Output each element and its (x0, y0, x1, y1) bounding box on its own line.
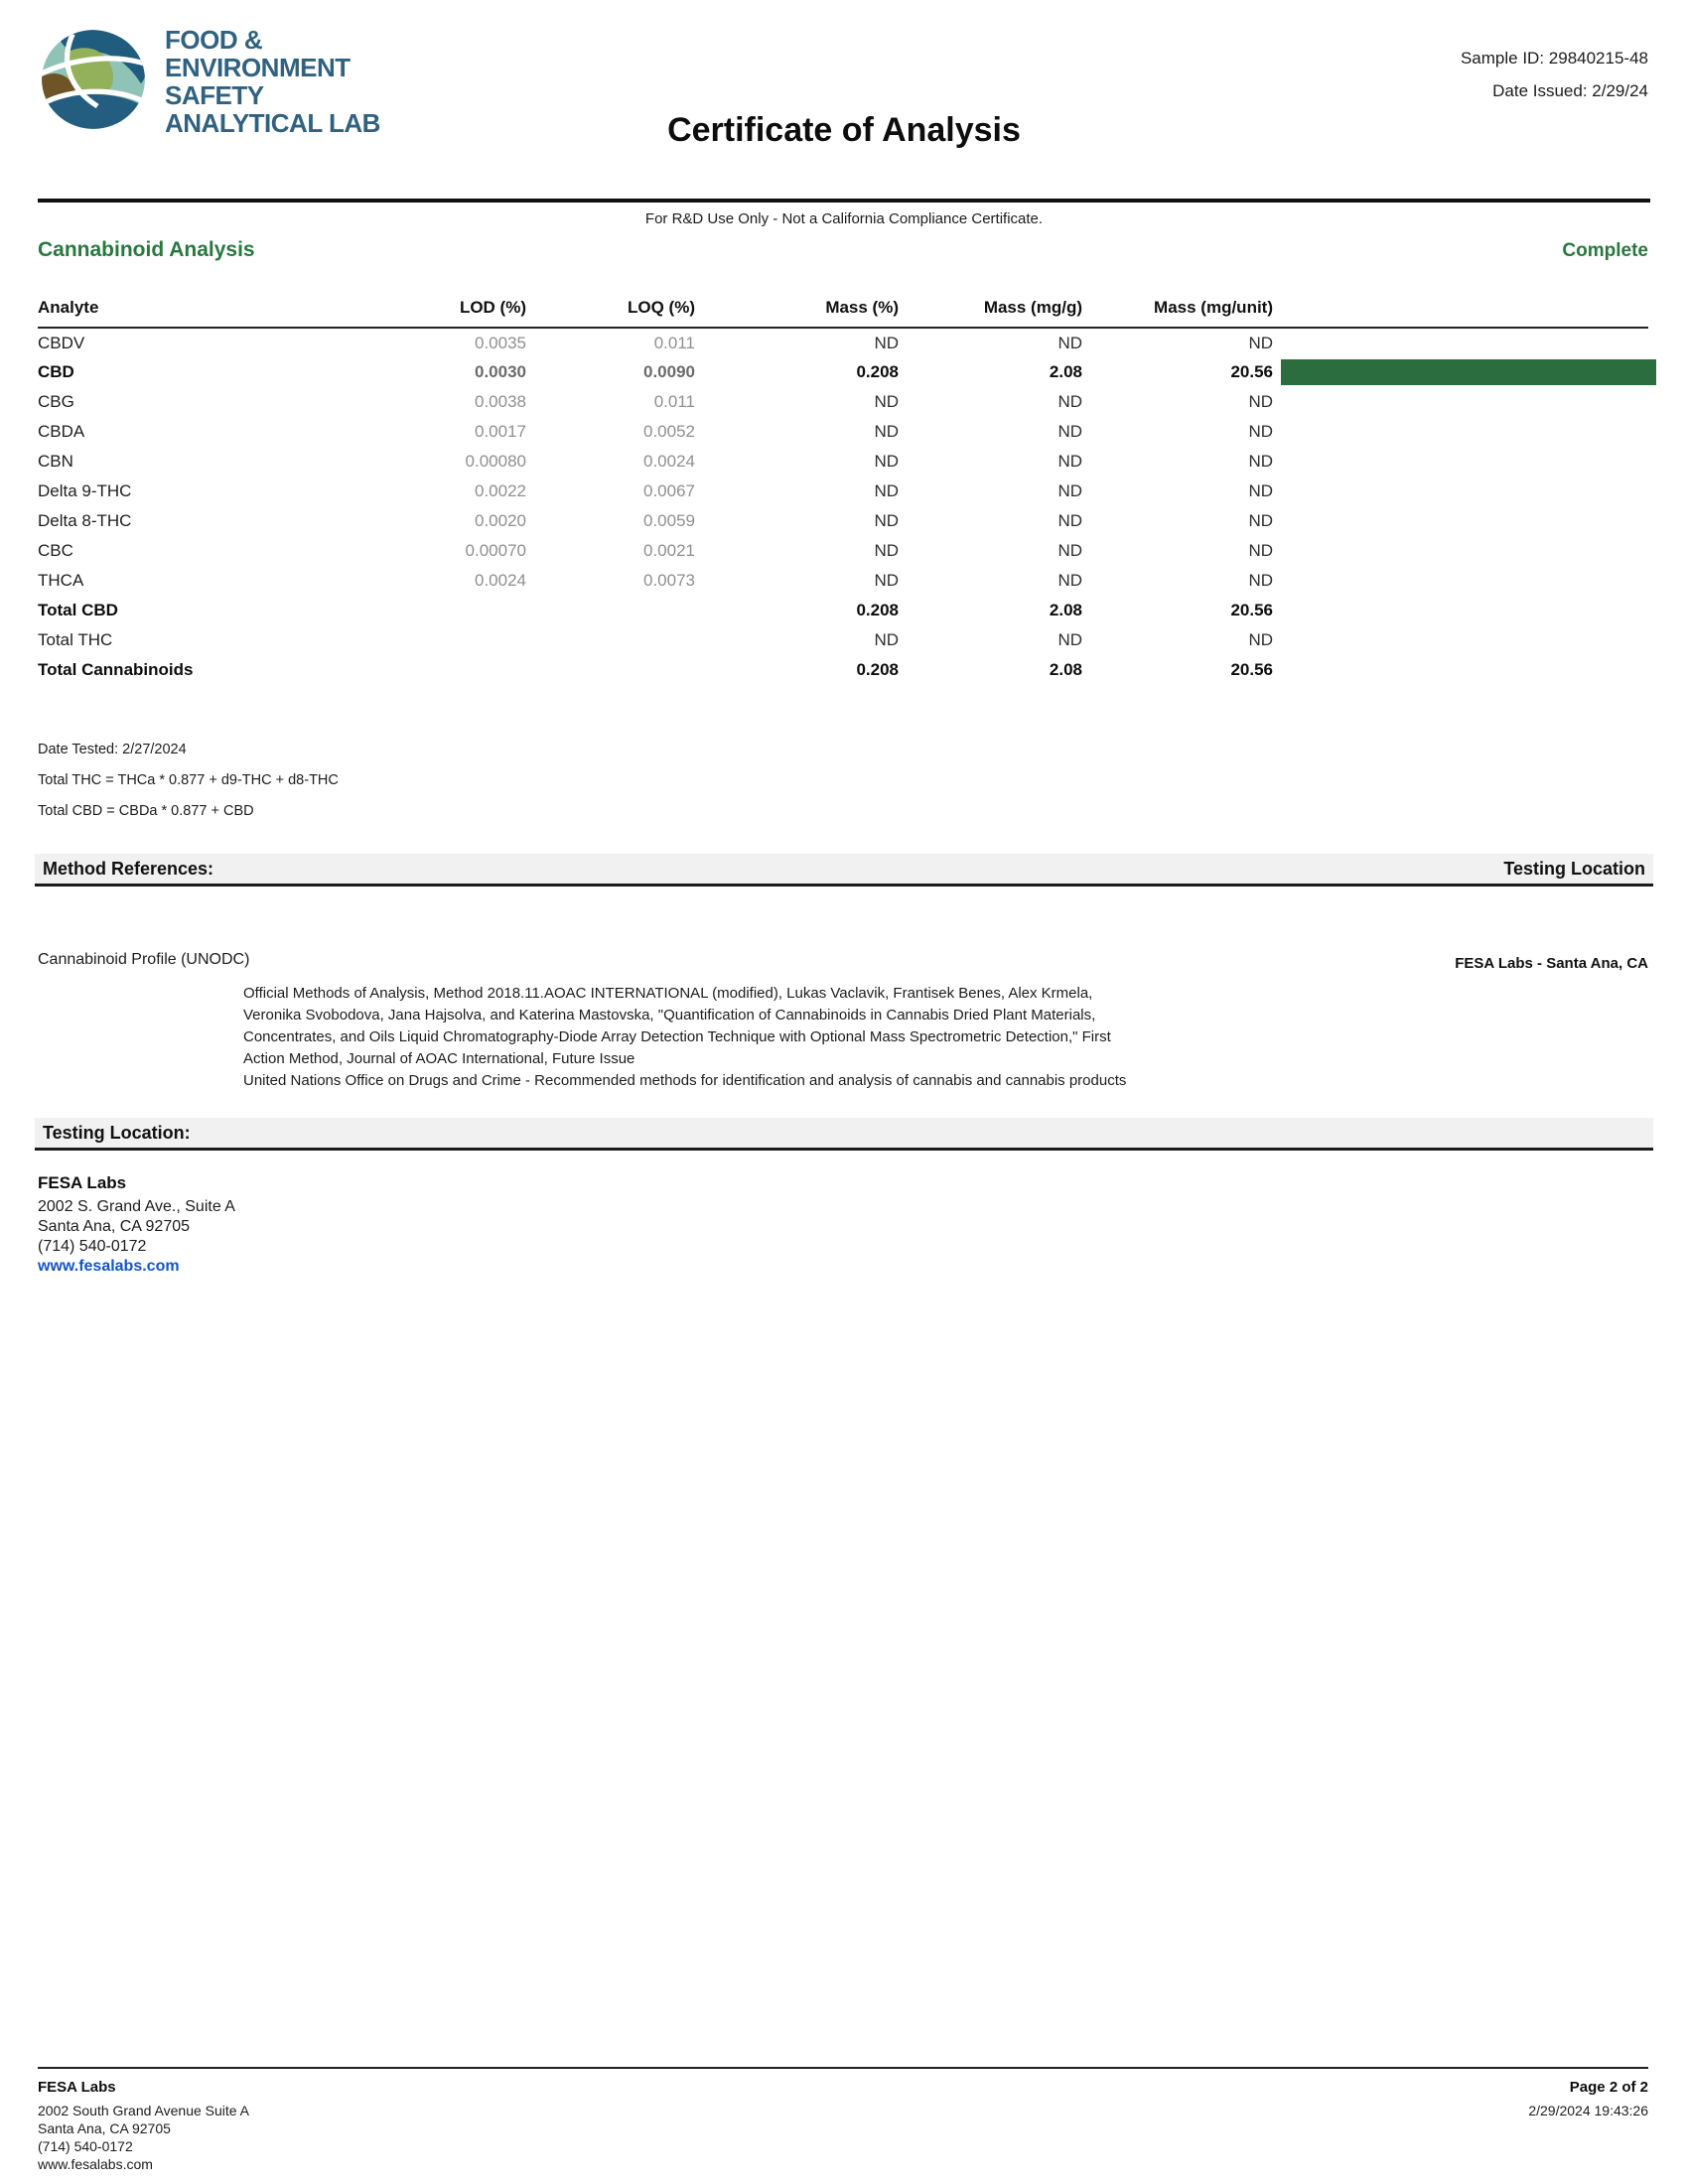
cell-mass-pct: ND (874, 541, 899, 560)
cell-mass-pct: 0.208 (856, 601, 899, 619)
cell-lod: 0.00080 (465, 452, 526, 471)
cell-mass-mgunit: 20.56 (1230, 660, 1273, 679)
table-row (38, 417, 1648, 447)
cell-lod: 0.0024 (475, 571, 526, 590)
footer-website: www.fesalabs.com (38, 2156, 153, 2172)
col-mass-mgg: Mass (mg/g) (899, 298, 1082, 328)
col-mass-pct: Mass (%) (695, 298, 899, 328)
cell-mass-pct: ND (874, 452, 899, 471)
document-subtitle: For R&D Use Only - Not a California Compliance Certificate. (644, 210, 1044, 227)
cell-mass-mgg: ND (1057, 571, 1082, 590)
cell-loq (526, 625, 695, 655)
cell-loq: 0.0090 (643, 362, 695, 381)
cell-mass-mgg: ND (1057, 511, 1082, 530)
cell-mass-pct: 0.208 (856, 362, 899, 381)
cell-analyte: CBD (38, 362, 74, 381)
cell-mass-pct: ND (874, 511, 899, 530)
note-date-tested: Date Tested: 2/27/2024 (38, 742, 187, 757)
footer-phone: (714) 540-0172 (38, 2138, 133, 2154)
cell-mass-pct: ND (874, 333, 899, 352)
note-total-thc-formula: Total THC = THCa * 0.877 + d9-THC + d8-THC (38, 772, 339, 788)
method-references-bar (35, 854, 1653, 887)
address-line-2: Santa Ana, CA 92705 (38, 1218, 191, 1235)
notes-block (38, 743, 339, 835)
address-line-1: 2002 S. Grand Ave., Suite A (38, 1198, 235, 1215)
cell-mass-mgunit: ND (1248, 422, 1273, 441)
cell-loq (526, 596, 695, 625)
status-complete: Complete (1562, 240, 1648, 261)
header-rule (38, 199, 1650, 203)
cell-lod: 0.0030 (475, 362, 526, 381)
cell-mass-mgg: ND (1057, 481, 1082, 500)
method-paragraph-aoac: Official Methods of Analysis, Method 2018.11.AOAC INTERNATIONAL (modified), Lukas Vaclavik, Frantisek Benes, Alex Krmela, Veronika Svobodova, Jana Hajsolva, and Katerina Mastovska, "Quantification of Cannabinoids in Cannabis Dried Plant Materials, Concentrates, and Oils Liquid Chromatography-Diode Array Detection Technique with Optional Mass Spectrometric Detection," First Action Method, Journal of AOAC International, Future Issue (243, 985, 1111, 1067)
logo-text-line: ANALYTICAL LAB (165, 108, 380, 138)
cell-analyte: Total THC (38, 630, 113, 649)
table-row (38, 625, 1648, 655)
cell-analyte: CBN (38, 452, 73, 471)
col-bar-spacer (1273, 298, 1648, 328)
cell-mass-pct: ND (874, 571, 899, 590)
table-row (38, 328, 1648, 357)
cell-mass-pct: ND (874, 481, 899, 500)
logo-text-line: FOOD & (165, 25, 263, 55)
cell-mass-mgunit: ND (1248, 481, 1273, 500)
sample-id: Sample ID: 29840215-48 (1460, 49, 1648, 68)
table-row (38, 357, 1648, 387)
cell-mass-mgunit: 20.56 (1230, 601, 1273, 619)
cell-analyte: CBDV (38, 333, 85, 352)
cell-mass-mgunit: ND (1248, 541, 1273, 560)
footer-address-2: Santa Ana, CA 92705 (38, 2120, 171, 2136)
cell-mass-pct: ND (874, 630, 899, 649)
testing-location-title: Testing Location: (43, 1122, 191, 1143)
cell-mass-mgunit: ND (1248, 333, 1273, 352)
cell-lod: 0.0022 (475, 481, 526, 500)
cell-lod: 0.00070 (465, 541, 526, 560)
table-row (38, 566, 1648, 596)
cell-mass-mgg: ND (1057, 630, 1082, 649)
cell-lod: 0.0038 (475, 392, 526, 411)
col-mass-mgunit: Mass (mg/unit) (1082, 298, 1273, 328)
testing-location-bar (35, 1118, 1653, 1151)
cell-analyte: Total Cannabinoids (38, 660, 194, 679)
footer-address-1: 2002 South Grand Avenue Suite A (38, 2103, 250, 2118)
footer-lab-name: FESA Labs (38, 2079, 116, 2096)
cell-mass-mgunit: ND (1248, 452, 1273, 471)
cell-analyte: CBDA (38, 422, 85, 441)
website-link[interactable]: www.fesalabs.com (38, 1258, 180, 1275)
cell-mass-mgg: ND (1057, 452, 1082, 471)
table-row (38, 506, 1648, 536)
method-name: Cannabinoid Profile (UNODC) (38, 951, 250, 968)
cell-analyte: CBG (38, 392, 74, 411)
cell-analyte: Delta 9-THC (38, 481, 132, 500)
result-bar (1281, 359, 1656, 385)
date-issued: Date Issued: 2/29/24 (1492, 81, 1648, 100)
testing-location-header-label: Testing Location (1503, 858, 1645, 879)
analyte-table-body (38, 328, 1648, 685)
col-loq: LOQ (%) (526, 298, 695, 328)
col-analyte: Analyte (38, 298, 336, 328)
cell-analyte: THCA (38, 571, 84, 590)
cell-loq: 0.0059 (643, 511, 695, 530)
cell-mass-mgunit: ND (1248, 511, 1273, 530)
table-row (38, 447, 1648, 477)
sample-meta (1461, 42, 1648, 107)
method-references-content (38, 945, 1648, 1144)
cell-mass-mgg: ND (1057, 541, 1082, 560)
cell-lod: 0.0035 (475, 333, 526, 352)
cell-loq: 0.0021 (643, 541, 695, 560)
table-header-row (38, 298, 1648, 328)
cell-loq: 0.011 (653, 333, 695, 352)
lab-name: FESA Labs (38, 1173, 127, 1192)
footer-page-number: Page 2 of 2 (1569, 2079, 1648, 2096)
testing-location-value: FESA Labs - Santa Ana, CA (1455, 955, 1648, 972)
cell-mass-mgg: ND (1057, 392, 1082, 411)
cell-mass-pct: ND (874, 422, 899, 441)
cell-lod (336, 596, 526, 625)
cell-mass-mgunit: 20.56 (1230, 362, 1273, 381)
cell-mass-mgg: ND (1057, 333, 1082, 352)
note-total-cbd-formula: Total CBD = CBDa * 0.877 + CBD (38, 803, 254, 819)
cell-loq: 0.0073 (643, 571, 695, 590)
analyte-table (38, 298, 1648, 685)
cell-loq: 0.0067 (643, 481, 695, 500)
cell-analyte: CBC (38, 541, 73, 560)
testing-location-address (38, 1173, 235, 1277)
cell-mass-mgg: 2.08 (1049, 660, 1082, 679)
method-references-title: Method References: (43, 858, 214, 879)
col-lod: LOD (%) (336, 298, 526, 328)
cell-lod: 0.0017 (475, 422, 526, 441)
cell-loq: 0.011 (653, 392, 695, 411)
phone-number: (714) 540-0172 (38, 1238, 147, 1255)
cell-mass-pct: 0.208 (856, 660, 899, 679)
cell-lod (336, 655, 526, 685)
table-row (38, 655, 1648, 685)
cell-mass-mgg: ND (1057, 422, 1082, 441)
logo-text-line: ENVIRONMENT (165, 53, 351, 82)
logo-text-line: SAFETY (165, 80, 264, 110)
cell-lod: 0.0020 (475, 511, 526, 530)
section-title-cannabinoid-analysis: Cannabinoid Analysis (38, 238, 255, 261)
method-paragraph-unodc: United Nations Office on Drugs and Crime - Recommended methods for identification and analysis of cannabis and cannabis products (243, 1072, 1127, 1089)
table-row (38, 536, 1648, 566)
cell-loq (526, 655, 695, 685)
page-footer (38, 2067, 1648, 2173)
footer-timestamp: 2/29/2024 19:43:26 (1528, 2103, 1648, 2118)
table-row (38, 596, 1648, 625)
cell-loq: 0.0052 (643, 422, 695, 441)
cell-lod (336, 625, 526, 655)
cell-analyte: Total CBD (38, 601, 118, 619)
cell-mass-mgg: 2.08 (1049, 362, 1082, 381)
document-title: Certificate of Analysis (667, 111, 1021, 149)
table-row (38, 387, 1648, 417)
cell-loq: 0.0024 (643, 452, 695, 471)
table-row (38, 477, 1648, 506)
cell-mass-mgunit: ND (1248, 571, 1273, 590)
cell-mass-mgunit: ND (1248, 392, 1273, 411)
cell-analyte: Delta 8-THC (38, 511, 132, 530)
cell-mass-mgunit: ND (1248, 630, 1273, 649)
cell-mass-mgg: 2.08 (1049, 601, 1082, 619)
cell-mass-pct: ND (874, 392, 899, 411)
